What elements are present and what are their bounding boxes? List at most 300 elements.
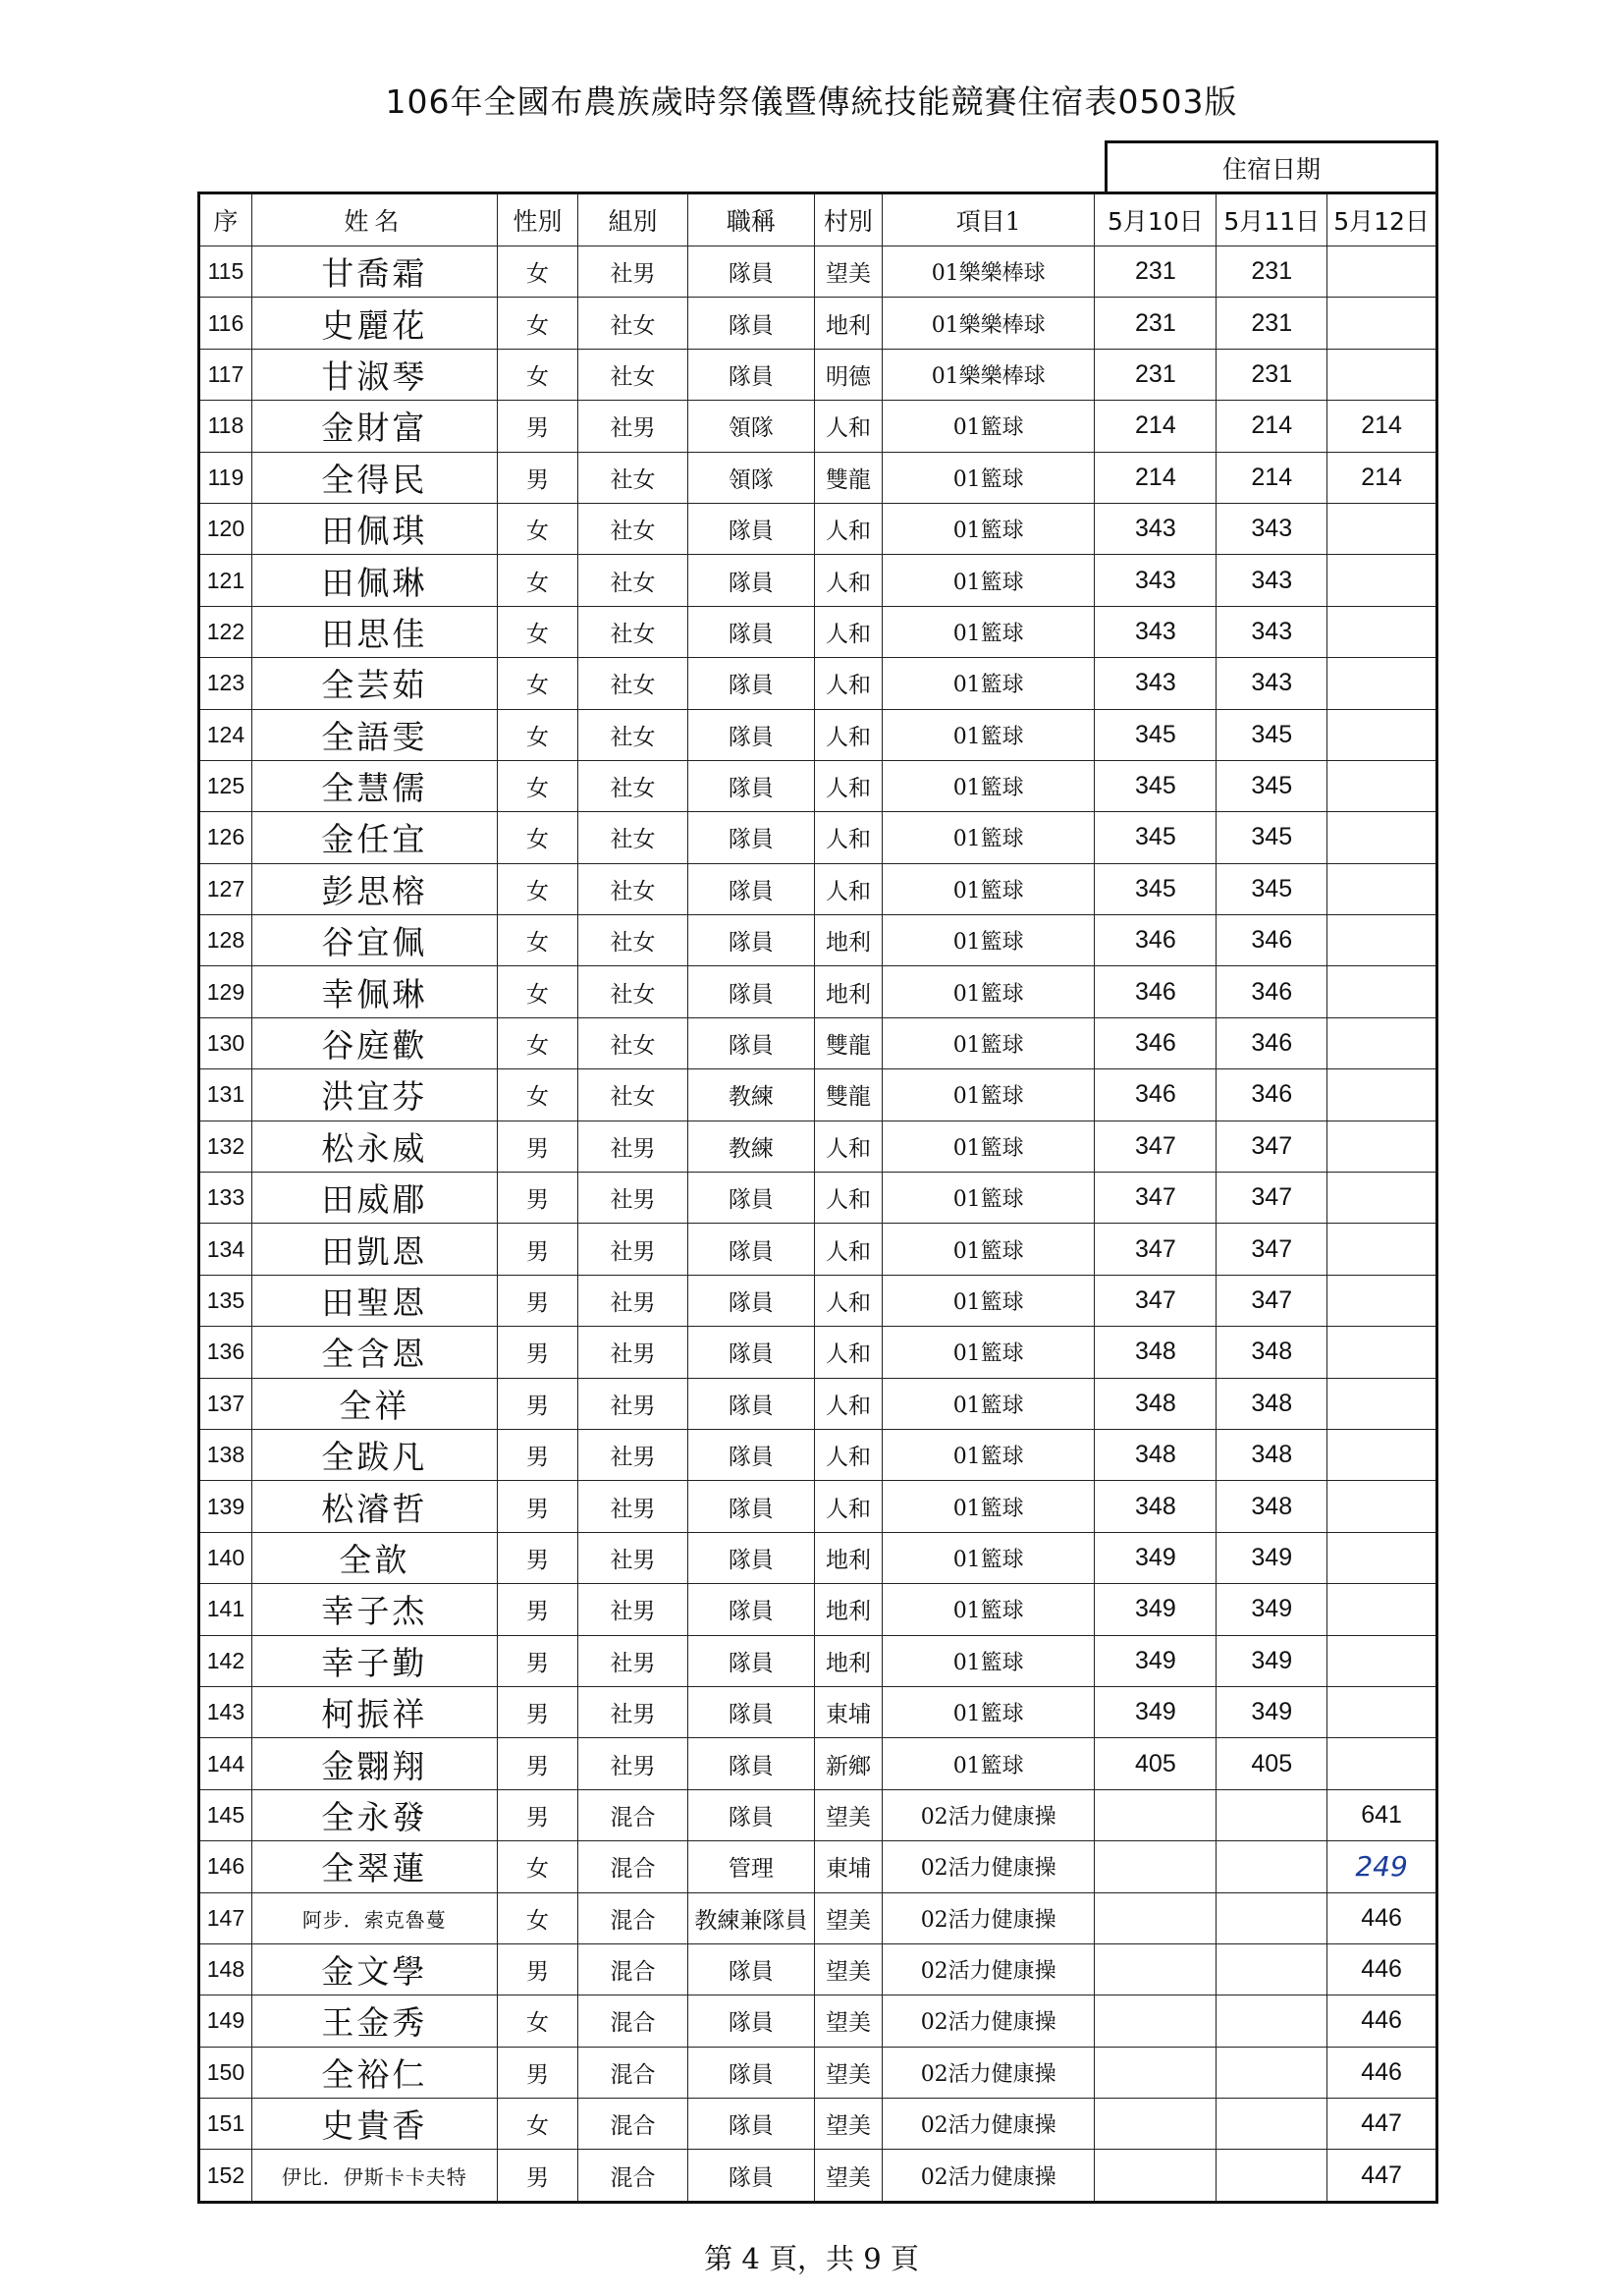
seq-cell: 130: [199, 1017, 252, 1068]
sex-cell: 女: [497, 555, 577, 606]
table-row: [199, 503, 1437, 554]
sex-cell: 男: [497, 1481, 577, 1532]
room-may11-cell: [1217, 1841, 1327, 1892]
room-may12-cell: [1327, 1738, 1437, 1789]
group-cell: 混合: [578, 1789, 688, 1840]
room-may10-cell: 214: [1095, 401, 1217, 452]
village-cell: 望美: [814, 1943, 882, 1995]
role-cell: 隊員: [687, 1943, 814, 1995]
role-cell: 教練: [687, 1121, 814, 1172]
sex-cell: 男: [497, 1429, 577, 1480]
room-may10-cell: 231: [1095, 349, 1217, 400]
table-row: [199, 1841, 1437, 1892]
item-cell: 01樂樂棒球: [882, 298, 1094, 349]
name-cell: 全跋凡: [251, 1429, 497, 1480]
seq-cell: 134: [199, 1224, 252, 1275]
item-cell: 02活力健康操: [882, 1995, 1094, 2047]
room-may11-cell: 349: [1217, 1686, 1327, 1737]
room-may10-cell: 345: [1095, 709, 1217, 760]
group-cell: 社女: [578, 658, 688, 709]
name-cell: 松永威: [251, 1121, 497, 1172]
room-may11-cell: 348: [1217, 1429, 1327, 1480]
village-cell: 地利: [814, 966, 882, 1017]
item-cell: 01樂樂棒球: [882, 349, 1094, 400]
role-cell: 隊員: [687, 555, 814, 606]
village-cell: 人和: [814, 1275, 882, 1326]
item-cell: 01籃球: [882, 452, 1094, 503]
name-cell: 柯振祥: [251, 1686, 497, 1737]
name-cell: 全語雯: [251, 709, 497, 760]
group-cell: 社女: [578, 760, 688, 811]
item-cell: 01籃球: [882, 1327, 1094, 1378]
header-sex: 性別: [497, 193, 577, 246]
room-may10-cell: [1095, 2099, 1217, 2150]
group-cell: 社男: [578, 1738, 688, 1789]
sex-cell: 女: [497, 812, 577, 863]
item-cell: 01籃球: [882, 1173, 1094, 1224]
room-may10-cell: 346: [1095, 1069, 1217, 1121]
role-cell: 隊員: [687, 1635, 814, 1686]
room-may11-cell: 345: [1217, 812, 1327, 863]
table-row: [199, 1224, 1437, 1275]
room-may12-cell: [1327, 966, 1437, 1017]
role-cell: 隊員: [687, 812, 814, 863]
sex-cell: 男: [497, 401, 577, 452]
room-may11-cell: 343: [1217, 658, 1327, 709]
stay-dates-header: 住宿日期: [1105, 140, 1438, 191]
item-cell: 01籃球: [882, 1532, 1094, 1583]
group-cell: 混合: [578, 2099, 688, 2150]
room-may10-cell: 343: [1095, 606, 1217, 657]
seq-cell: 126: [199, 812, 252, 863]
seq-cell: 119: [199, 452, 252, 503]
header-village: 村別: [814, 193, 882, 246]
room-may12-cell: [1327, 1635, 1437, 1686]
village-cell: 人和: [814, 709, 882, 760]
village-cell: 人和: [814, 812, 882, 863]
group-cell: 社女: [578, 1069, 688, 1121]
room-may12-cell: 446: [1327, 1943, 1437, 1995]
name-cell: 全翠蓮: [251, 1841, 497, 1892]
village-cell: 望美: [814, 1892, 882, 1943]
seq-cell: 118: [199, 401, 252, 452]
group-cell: 社男: [578, 1532, 688, 1583]
sex-cell: 男: [497, 1173, 577, 1224]
name-cell: 甘喬霜: [251, 246, 497, 298]
group-cell: 社女: [578, 863, 688, 914]
item-cell: 01籃球: [882, 812, 1094, 863]
village-cell: 望美: [814, 1789, 882, 1840]
village-cell: 地利: [814, 1532, 882, 1583]
sex-cell: 女: [497, 915, 577, 966]
seq-cell: 142: [199, 1635, 252, 1686]
room-may12-cell: 214: [1327, 452, 1437, 503]
group-cell: 社男: [578, 1429, 688, 1480]
room-may10-cell: 345: [1095, 863, 1217, 914]
table-row: [199, 863, 1437, 914]
role-cell: 教練: [687, 1069, 814, 1121]
room-may11-cell: 345: [1217, 760, 1327, 811]
group-cell: 社男: [578, 1173, 688, 1224]
room-may11-cell: 345: [1217, 709, 1327, 760]
room-may12-cell: 447: [1327, 2150, 1437, 2202]
sex-cell: 女: [497, 658, 577, 709]
group-cell: 社男: [578, 1378, 688, 1429]
item-cell: 01籃球: [882, 606, 1094, 657]
header-date-1: 5月10日: [1095, 193, 1217, 246]
group-cell: 社男: [578, 1584, 688, 1635]
room-may10-cell: [1095, 1995, 1217, 2047]
room-may12-cell: [1327, 606, 1437, 657]
table-row: [199, 658, 1437, 709]
room-may12-cell: [1327, 246, 1437, 298]
group-cell: 社男: [578, 1327, 688, 1378]
village-cell: 地利: [814, 1635, 882, 1686]
table-row: [199, 401, 1437, 452]
item-cell: 01籃球: [882, 966, 1094, 1017]
sex-cell: 男: [497, 1532, 577, 1583]
village-cell: 人和: [814, 606, 882, 657]
room-may10-cell: 349: [1095, 1635, 1217, 1686]
name-cell: 幸子勤: [251, 1635, 497, 1686]
village-cell: 東埔: [814, 1686, 882, 1737]
item-cell: 01籃球: [882, 503, 1094, 554]
group-cell: 社女: [578, 812, 688, 863]
item-cell: 01籃球: [882, 1224, 1094, 1275]
item-cell: 01籃球: [882, 1275, 1094, 1326]
table-row: [199, 760, 1437, 811]
seq-cell: 128: [199, 915, 252, 966]
village-cell: 人和: [814, 1327, 882, 1378]
seq-cell: 117: [199, 349, 252, 400]
room-may10-cell: [1095, 2150, 1217, 2202]
group-cell: 社男: [578, 401, 688, 452]
village-cell: 人和: [814, 760, 882, 811]
name-cell: 甘淑琴: [251, 349, 497, 400]
item-cell: 01籃球: [882, 1686, 1094, 1737]
sex-cell: 女: [497, 2099, 577, 2150]
room-may11-cell: 214: [1217, 401, 1327, 452]
sex-cell: 女: [497, 1995, 577, 2047]
name-cell: 彭思榕: [251, 863, 497, 914]
room-may10-cell: 347: [1095, 1121, 1217, 1172]
room-may10-cell: 348: [1095, 1429, 1217, 1480]
item-cell: 01籃球: [882, 760, 1094, 811]
seq-cell: 139: [199, 1481, 252, 1532]
room-may11-cell: 346: [1217, 1017, 1327, 1068]
village-cell: 東埔: [814, 1841, 882, 1892]
role-cell: 教練兼隊員: [687, 1892, 814, 1943]
room-may11-cell: 345: [1217, 863, 1327, 914]
name-cell: 阿步．索克魯蔓: [251, 1892, 497, 1943]
item-cell: 01籃球: [882, 1017, 1094, 1068]
table-row: [199, 1173, 1437, 1224]
sex-cell: 女: [497, 246, 577, 298]
room-may10-cell: 231: [1095, 298, 1217, 349]
seq-cell: 132: [199, 1121, 252, 1172]
room-may11-cell: 348: [1217, 1378, 1327, 1429]
room-may10-cell: [1095, 1789, 1217, 1840]
role-cell: 隊員: [687, 1584, 814, 1635]
seq-cell: 129: [199, 966, 252, 1017]
room-may10-cell: 345: [1095, 812, 1217, 863]
room-may12-cell: [1327, 1327, 1437, 1378]
group-cell: 社男: [578, 1686, 688, 1737]
room-may12-cell: [1327, 760, 1437, 811]
header-name: 姓名: [251, 193, 497, 246]
group-cell: 社男: [578, 1481, 688, 1532]
room-may11-cell: 347: [1217, 1121, 1327, 1172]
page-number: 第 4 頁，共 9 頁: [704, 2242, 919, 2275]
group-cell: 社女: [578, 452, 688, 503]
room-may12-cell: 447: [1327, 2099, 1437, 2150]
room-may10-cell: 346: [1095, 966, 1217, 1017]
group-cell: 社男: [578, 1635, 688, 1686]
role-cell: 隊員: [687, 760, 814, 811]
seq-cell: 145: [199, 1789, 252, 1840]
sex-cell: 男: [497, 1121, 577, 1172]
name-cell: 田聖恩: [251, 1275, 497, 1326]
sex-cell: 女: [497, 606, 577, 657]
sex-cell: 女: [497, 966, 577, 1017]
role-cell: 隊員: [687, 606, 814, 657]
table-row: [199, 1584, 1437, 1635]
table-row: [199, 452, 1437, 503]
name-cell: 王金秀: [251, 1995, 497, 2047]
header-seq: 序: [199, 193, 252, 246]
sex-cell: 男: [497, 452, 577, 503]
table-row: [199, 1069, 1437, 1121]
item-cell: 01籃球: [882, 1429, 1094, 1480]
room-may12-cell: 641: [1327, 1789, 1437, 1840]
group-cell: 混合: [578, 1943, 688, 1995]
item-cell: 01籃球: [882, 1738, 1094, 1789]
room-may11-cell: 231: [1217, 349, 1327, 400]
name-cell: 幸佩琳: [251, 966, 497, 1017]
name-cell: 幸子杰: [251, 1584, 497, 1635]
room-may11-cell: 343: [1217, 555, 1327, 606]
room-may12-cell: [1327, 1017, 1437, 1068]
name-cell: 全得民: [251, 452, 497, 503]
name-cell: 谷宜佩: [251, 915, 497, 966]
seq-cell: 121: [199, 555, 252, 606]
name-cell: 金任宜: [251, 812, 497, 863]
room-may11-cell: 347: [1217, 1173, 1327, 1224]
room-may11-cell: 214: [1217, 452, 1327, 503]
village-cell: 雙龍: [814, 1017, 882, 1068]
name-cell: 田威郿: [251, 1173, 497, 1224]
name-cell: 金財富: [251, 401, 497, 452]
room-may12-cell: [1327, 298, 1437, 349]
role-cell: 隊員: [687, 349, 814, 400]
room-may11-cell: 343: [1217, 606, 1327, 657]
room-may12-cell: 446: [1327, 1892, 1437, 1943]
room-may12-cell: [1327, 863, 1437, 914]
sex-cell: 女: [497, 760, 577, 811]
seq-cell: 131: [199, 1069, 252, 1121]
item-cell: 01籃球: [882, 401, 1094, 452]
group-cell: 混合: [578, 1995, 688, 2047]
name-cell: 金翾翔: [251, 1738, 497, 1789]
sex-cell: 女: [497, 1017, 577, 1068]
room-may12-cell: [1327, 1173, 1437, 1224]
seq-cell: 127: [199, 863, 252, 914]
village-cell: 望美: [814, 2047, 882, 2098]
room-may10-cell: 214: [1095, 452, 1217, 503]
table-row: [199, 1378, 1437, 1429]
table-row: [199, 1327, 1437, 1378]
role-cell: 管理: [687, 1841, 814, 1892]
village-cell: 人和: [814, 1173, 882, 1224]
room-may10-cell: [1095, 2047, 1217, 2098]
room-may10-cell: 347: [1095, 1275, 1217, 1326]
name-cell: 金文學: [251, 1943, 497, 1995]
table-row: [199, 709, 1437, 760]
room-may12-cell: 214: [1327, 401, 1437, 452]
sex-cell: 男: [497, 1584, 577, 1635]
item-cell: 02活力健康操: [882, 1892, 1094, 1943]
village-cell: 人和: [814, 1378, 882, 1429]
room-may10-cell: 347: [1095, 1173, 1217, 1224]
role-cell: 隊員: [687, 2099, 814, 2150]
sex-cell: 男: [497, 1686, 577, 1737]
name-cell: 史貴香: [251, 2099, 497, 2150]
room-may11-cell: [1217, 1892, 1327, 1943]
table-row: [199, 1686, 1437, 1737]
room-may10-cell: [1095, 1892, 1217, 1943]
name-cell: 全慧儒: [251, 760, 497, 811]
seq-cell: 151: [199, 2099, 252, 2150]
seq-cell: 124: [199, 709, 252, 760]
role-cell: 隊員: [687, 246, 814, 298]
role-cell: 隊員: [687, 2047, 814, 2098]
seq-cell: 122: [199, 606, 252, 657]
room-may12-cell: [1327, 1532, 1437, 1583]
role-cell: 隊員: [687, 298, 814, 349]
room-may10-cell: 349: [1095, 1532, 1217, 1583]
room-may12-cell: 446: [1327, 2047, 1437, 2098]
table-row: [199, 812, 1437, 863]
role-cell: 隊員: [687, 1224, 814, 1275]
seq-cell: 125: [199, 760, 252, 811]
group-cell: 混合: [578, 1892, 688, 1943]
seq-cell: 146: [199, 1841, 252, 1892]
village-cell: 雙龍: [814, 452, 882, 503]
sex-cell: 女: [497, 863, 577, 914]
header-date-3: 5月12日: [1327, 193, 1437, 246]
room-may11-cell: 231: [1217, 298, 1327, 349]
role-cell: 隊員: [687, 503, 814, 554]
village-cell: 雙龍: [814, 1069, 882, 1121]
group-cell: 社女: [578, 555, 688, 606]
name-cell: 全祥: [251, 1378, 497, 1429]
village-cell: 地利: [814, 298, 882, 349]
room-may11-cell: [1217, 2150, 1327, 2202]
group-cell: 社男: [578, 1224, 688, 1275]
room-may11-cell: 346: [1217, 915, 1327, 966]
seq-cell: 152: [199, 2150, 252, 2202]
room-may10-cell: 348: [1095, 1378, 1217, 1429]
role-cell: 隊員: [687, 966, 814, 1017]
table-row: [199, 1635, 1437, 1686]
group-cell: 混合: [578, 2150, 688, 2202]
room-may12-cell: [1327, 1069, 1437, 1121]
group-cell: 社女: [578, 503, 688, 554]
room-may12-cell: [1327, 709, 1437, 760]
sex-cell: 女: [497, 1841, 577, 1892]
sex-cell: 女: [497, 503, 577, 554]
item-cell: 01籃球: [882, 863, 1094, 914]
name-cell: 伊比．伊斯卡卡夫特: [251, 2150, 497, 2202]
village-cell: 人和: [814, 1224, 882, 1275]
name-cell: 史麗花: [251, 298, 497, 349]
room-may10-cell: 347: [1095, 1224, 1217, 1275]
role-cell: 隊員: [687, 1686, 814, 1737]
village-cell: 望美: [814, 2099, 882, 2150]
table-row: [199, 298, 1437, 349]
group-cell: 社男: [578, 1275, 688, 1326]
role-cell: 領隊: [687, 401, 814, 452]
name-cell: 全裕仁: [251, 2047, 497, 2098]
village-cell: 望美: [814, 246, 882, 298]
sex-cell: 男: [497, 1738, 577, 1789]
sex-cell: 男: [497, 2150, 577, 2202]
seq-cell: 123: [199, 658, 252, 709]
room-may11-cell: 348: [1217, 1481, 1327, 1532]
room-may11-cell: [1217, 1943, 1327, 1995]
room-may11-cell: 348: [1217, 1327, 1327, 1378]
room-may12-cell: [1327, 1275, 1437, 1326]
seq-cell: 120: [199, 503, 252, 554]
role-cell: 隊員: [687, 1327, 814, 1378]
room-may11-cell: 349: [1217, 1584, 1327, 1635]
accommodation-table: [197, 191, 1438, 2204]
village-cell: 人和: [814, 401, 882, 452]
village-cell: 人和: [814, 503, 882, 554]
room-may10-cell: 405: [1095, 1738, 1217, 1789]
table-row: [199, 606, 1437, 657]
seq-cell: 135: [199, 1275, 252, 1326]
seq-cell: 144: [199, 1738, 252, 1789]
sex-cell: 女: [497, 1069, 577, 1121]
name-cell: 全永發: [251, 1789, 497, 1840]
name-cell: 田思佳: [251, 606, 497, 657]
sex-cell: 女: [497, 349, 577, 400]
room-may10-cell: 343: [1095, 658, 1217, 709]
group-cell: 社女: [578, 915, 688, 966]
room-may11-cell: 346: [1217, 1069, 1327, 1121]
table-row: [199, 915, 1437, 966]
name-cell: 洪宜芬: [251, 1069, 497, 1121]
name-cell: 全歆: [251, 1532, 497, 1583]
village-cell: 望美: [814, 2150, 882, 2202]
item-cell: 02活力健康操: [882, 1789, 1094, 1840]
item-cell: 01籃球: [882, 915, 1094, 966]
village-cell: 新鄉: [814, 1738, 882, 1789]
group-cell: 社女: [578, 606, 688, 657]
item-cell: 01籃球: [882, 1584, 1094, 1635]
seq-cell: 116: [199, 298, 252, 349]
seq-cell: 149: [199, 1995, 252, 2047]
name-cell: 谷庭歡: [251, 1017, 497, 1068]
room-may11-cell: 349: [1217, 1532, 1327, 1583]
village-cell: 人和: [814, 1481, 882, 1532]
item-cell: 01籃球: [882, 1121, 1094, 1172]
table-row: [199, 1532, 1437, 1583]
room-may10-cell: 349: [1095, 1584, 1217, 1635]
room-may10-cell: [1095, 1943, 1217, 1995]
role-cell: 隊員: [687, 1173, 814, 1224]
